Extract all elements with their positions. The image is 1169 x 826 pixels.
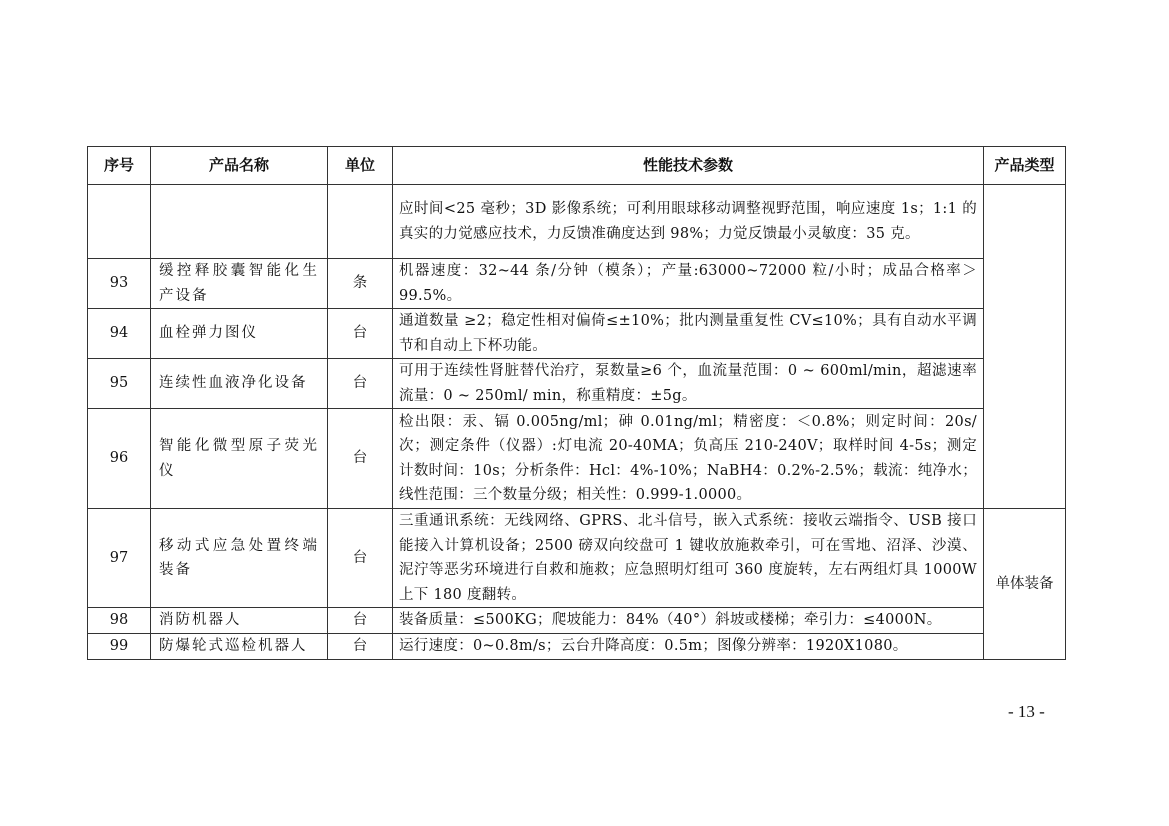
header-name: 产品名称 — [151, 147, 328, 185]
seq-cell: 98 — [88, 608, 151, 634]
header-seq: 序号 — [88, 147, 151, 185]
params-cell: 机器速度：32~44 条/分钟（模条）；产量:63000~72000 粒/小时；成品合格率＞99.5%。 — [393, 259, 984, 309]
table-row — [88, 259, 1066, 309]
seq-cell: 99 — [88, 634, 151, 660]
params-cell: 应时间<25 毫秒；3D 影像系统；可利用眼球移动调整视野范围，响应速度 1s；1:1 的真实的力觉感应技术，力反馈准确度达到 98%；力觉反馈最小灵敏度：35 克。 — [393, 185, 984, 259]
params-cell: 可用于连续性肾脏替代治疗，泵数量≥6 个，血流量范围：0 ~ 600ml/min，超滤速率流量：0 ~ 250ml/ min，称重精度：±5g。 — [393, 359, 984, 409]
table-row — [88, 359, 1066, 409]
header-params: 性能技术参数 — [393, 147, 984, 185]
params-cell: 通道数量 ≥2；稳定性相对偏倚≤±10%；批内测量重复性 CV≤10%；具有自动水平调节和自动上下杯功能。 — [393, 309, 984, 359]
unit-cell: 台 — [328, 608, 393, 634]
name-cell: 防爆轮式巡检机器人 — [151, 634, 328, 660]
unit-cell: 条 — [328, 259, 393, 309]
unit-cell: 台 — [328, 309, 393, 359]
name-cell: 血栓弹力图仪 — [151, 309, 328, 359]
table-row — [88, 608, 1066, 634]
type-cell: 单体装备 — [984, 509, 1066, 660]
name-cell: 连续性血液净化设备 — [151, 359, 328, 409]
table-row — [88, 185, 1066, 259]
name-cell: 消防机器人 — [151, 608, 328, 634]
unit-cell: 台 — [328, 634, 393, 660]
table-header — [88, 147, 1066, 185]
page-number: - 13 - — [1008, 702, 1045, 721]
unit-cell: 台 — [328, 409, 393, 509]
seq-cell: 96 — [88, 409, 151, 509]
header-type: 产品类型 — [984, 147, 1066, 185]
params-cell: 三重通讯系统：无线网络、GPRS、北斗信号，嵌入式系统：接收云端指令、USB 接口能接入计算机设备；2500 磅双向绞盘可 1 键收放施救牵引，可在雪地、沼泽、沙漠、泥泞等恶劣环境进行自救和施救；应急照明灯组可 360 度旋转，左右两组灯具 1000W 上下 180 度翻转。 — [393, 509, 984, 608]
table-row — [88, 309, 1066, 359]
name-cell: 缓控释胶囊智能化生产设备 — [151, 259, 328, 309]
table-row — [88, 634, 1066, 660]
seq-cell: 94 — [88, 309, 151, 359]
params-cell: 运行速度：0~0.8m/s；云台升降高度：0.5m；图像分辨率：1920X1080。 — [393, 634, 984, 660]
params-cell: 检出限：汞、镉 0.005ng/ml；砷 0.01ng/ml；精密度：＜0.8%；则定时间：20s/次；测定条件（仪器）:灯电流 20-40MA；负高压 210-240V；取样时间 4-5s；测定计数时间：10s；分析条件：Hcl：4%-10%；NaBH4：0.2%-2.5%；载流：纯净水；线性范围：三个数量分级；相关性：0.999-1.0000。 — [393, 409, 984, 509]
product-table — [87, 146, 1066, 660]
table-row — [88, 409, 1066, 509]
seq-cell: 97 — [88, 509, 151, 608]
type-cell-empty — [984, 185, 1066, 509]
seq-cell: 93 — [88, 259, 151, 309]
name-cell: 移动式应急处置终端装备 — [151, 509, 328, 608]
params-cell: 装备质量：≤500KG；爬坡能力：84%（40°）斜坡或楼梯；牵引力：≤4000N。 — [393, 608, 984, 634]
unit-cell: 台 — [328, 509, 393, 608]
table-row — [88, 509, 1066, 608]
seq-cell: 95 — [88, 359, 151, 409]
unit-cell: 台 — [328, 359, 393, 409]
header-unit: 单位 — [328, 147, 393, 185]
name-cell: 智能化微型原子荧光仪 — [151, 409, 328, 509]
